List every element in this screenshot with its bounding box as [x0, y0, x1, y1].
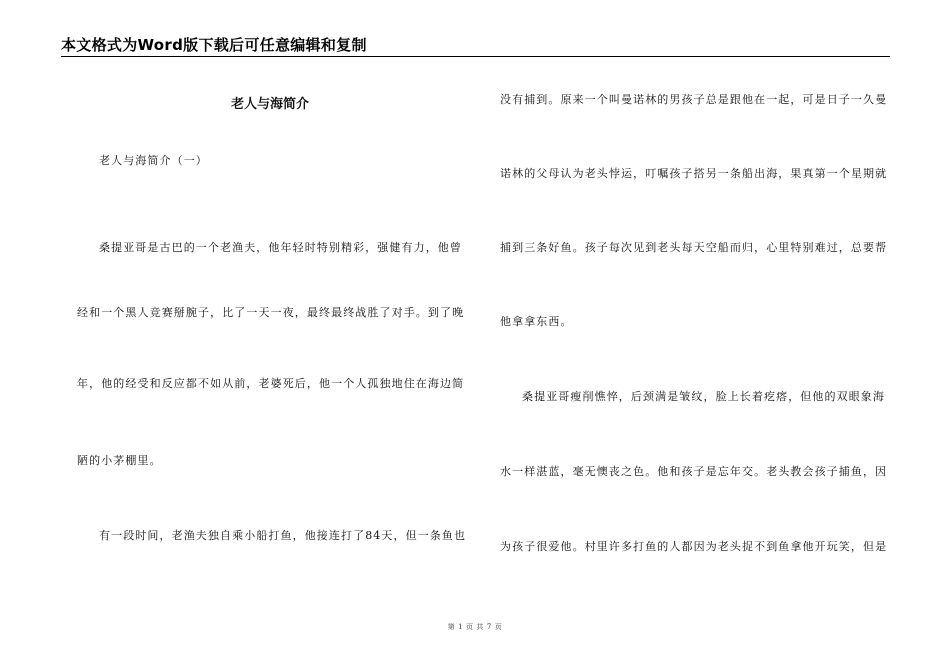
document-title: 老人与海简介 — [230, 97, 309, 112]
header-rule — [61, 56, 890, 57]
text-line: 捕到三条好鱼。孩子每次见到老头每天空船而归，心里特别难过，总要帮 — [500, 241, 888, 254]
subtitle-line: 老人与海简介（一） — [99, 154, 208, 167]
text-line: 年，他的经受和反应都不如从前，老婆死后，他一个人孤独地住在海边简 — [77, 377, 465, 390]
page-number: 第 1 页 共 7 页 — [447, 623, 503, 631]
text-line: 他拿拿东西。 — [500, 315, 573, 328]
text-line: 陋的小茅棚里。 — [77, 454, 162, 467]
text-line: 有一段时间，老渔夫独自乘小船打鱼，他接连打了84天，但一条鱼也 — [99, 529, 467, 542]
text-line: 经和一个黑人竞赛掰腕子，比了一天一夜，最终最终战胜了对手。到了晚 — [77, 306, 465, 319]
download-banner: 本文格式为Word版下载后可任意编辑和复制 — [61, 36, 367, 54]
text-line: 桑提亚哥瘦削憔悴，后颈满是皱纹，脸上长着疙瘩，但他的双眼象海 — [522, 390, 885, 403]
text-line: 没有捕到。原来一个叫曼诺林的男孩子总是跟他在一起，可是日子一久曼 — [500, 93, 888, 106]
text-line: 诺林的父母认为老头悖运，叮嘱孩子搭另一条船出海，果真第一个星期就 — [500, 167, 888, 180]
text-line: 水一样湛蓝，毫无懊丧之色。他和孩子是忘年交。老头教会孩子捕鱼，因 — [500, 465, 888, 478]
text-line: 桑提亚哥是古巴的一个老渔夫，他年轻时特别精彩，强健有力，他曾 — [99, 241, 462, 254]
text-line: 为孩子很爱他。村里许多打鱼的人都因为老头捉不到鱼拿他开玩笑，但是 — [500, 540, 888, 553]
